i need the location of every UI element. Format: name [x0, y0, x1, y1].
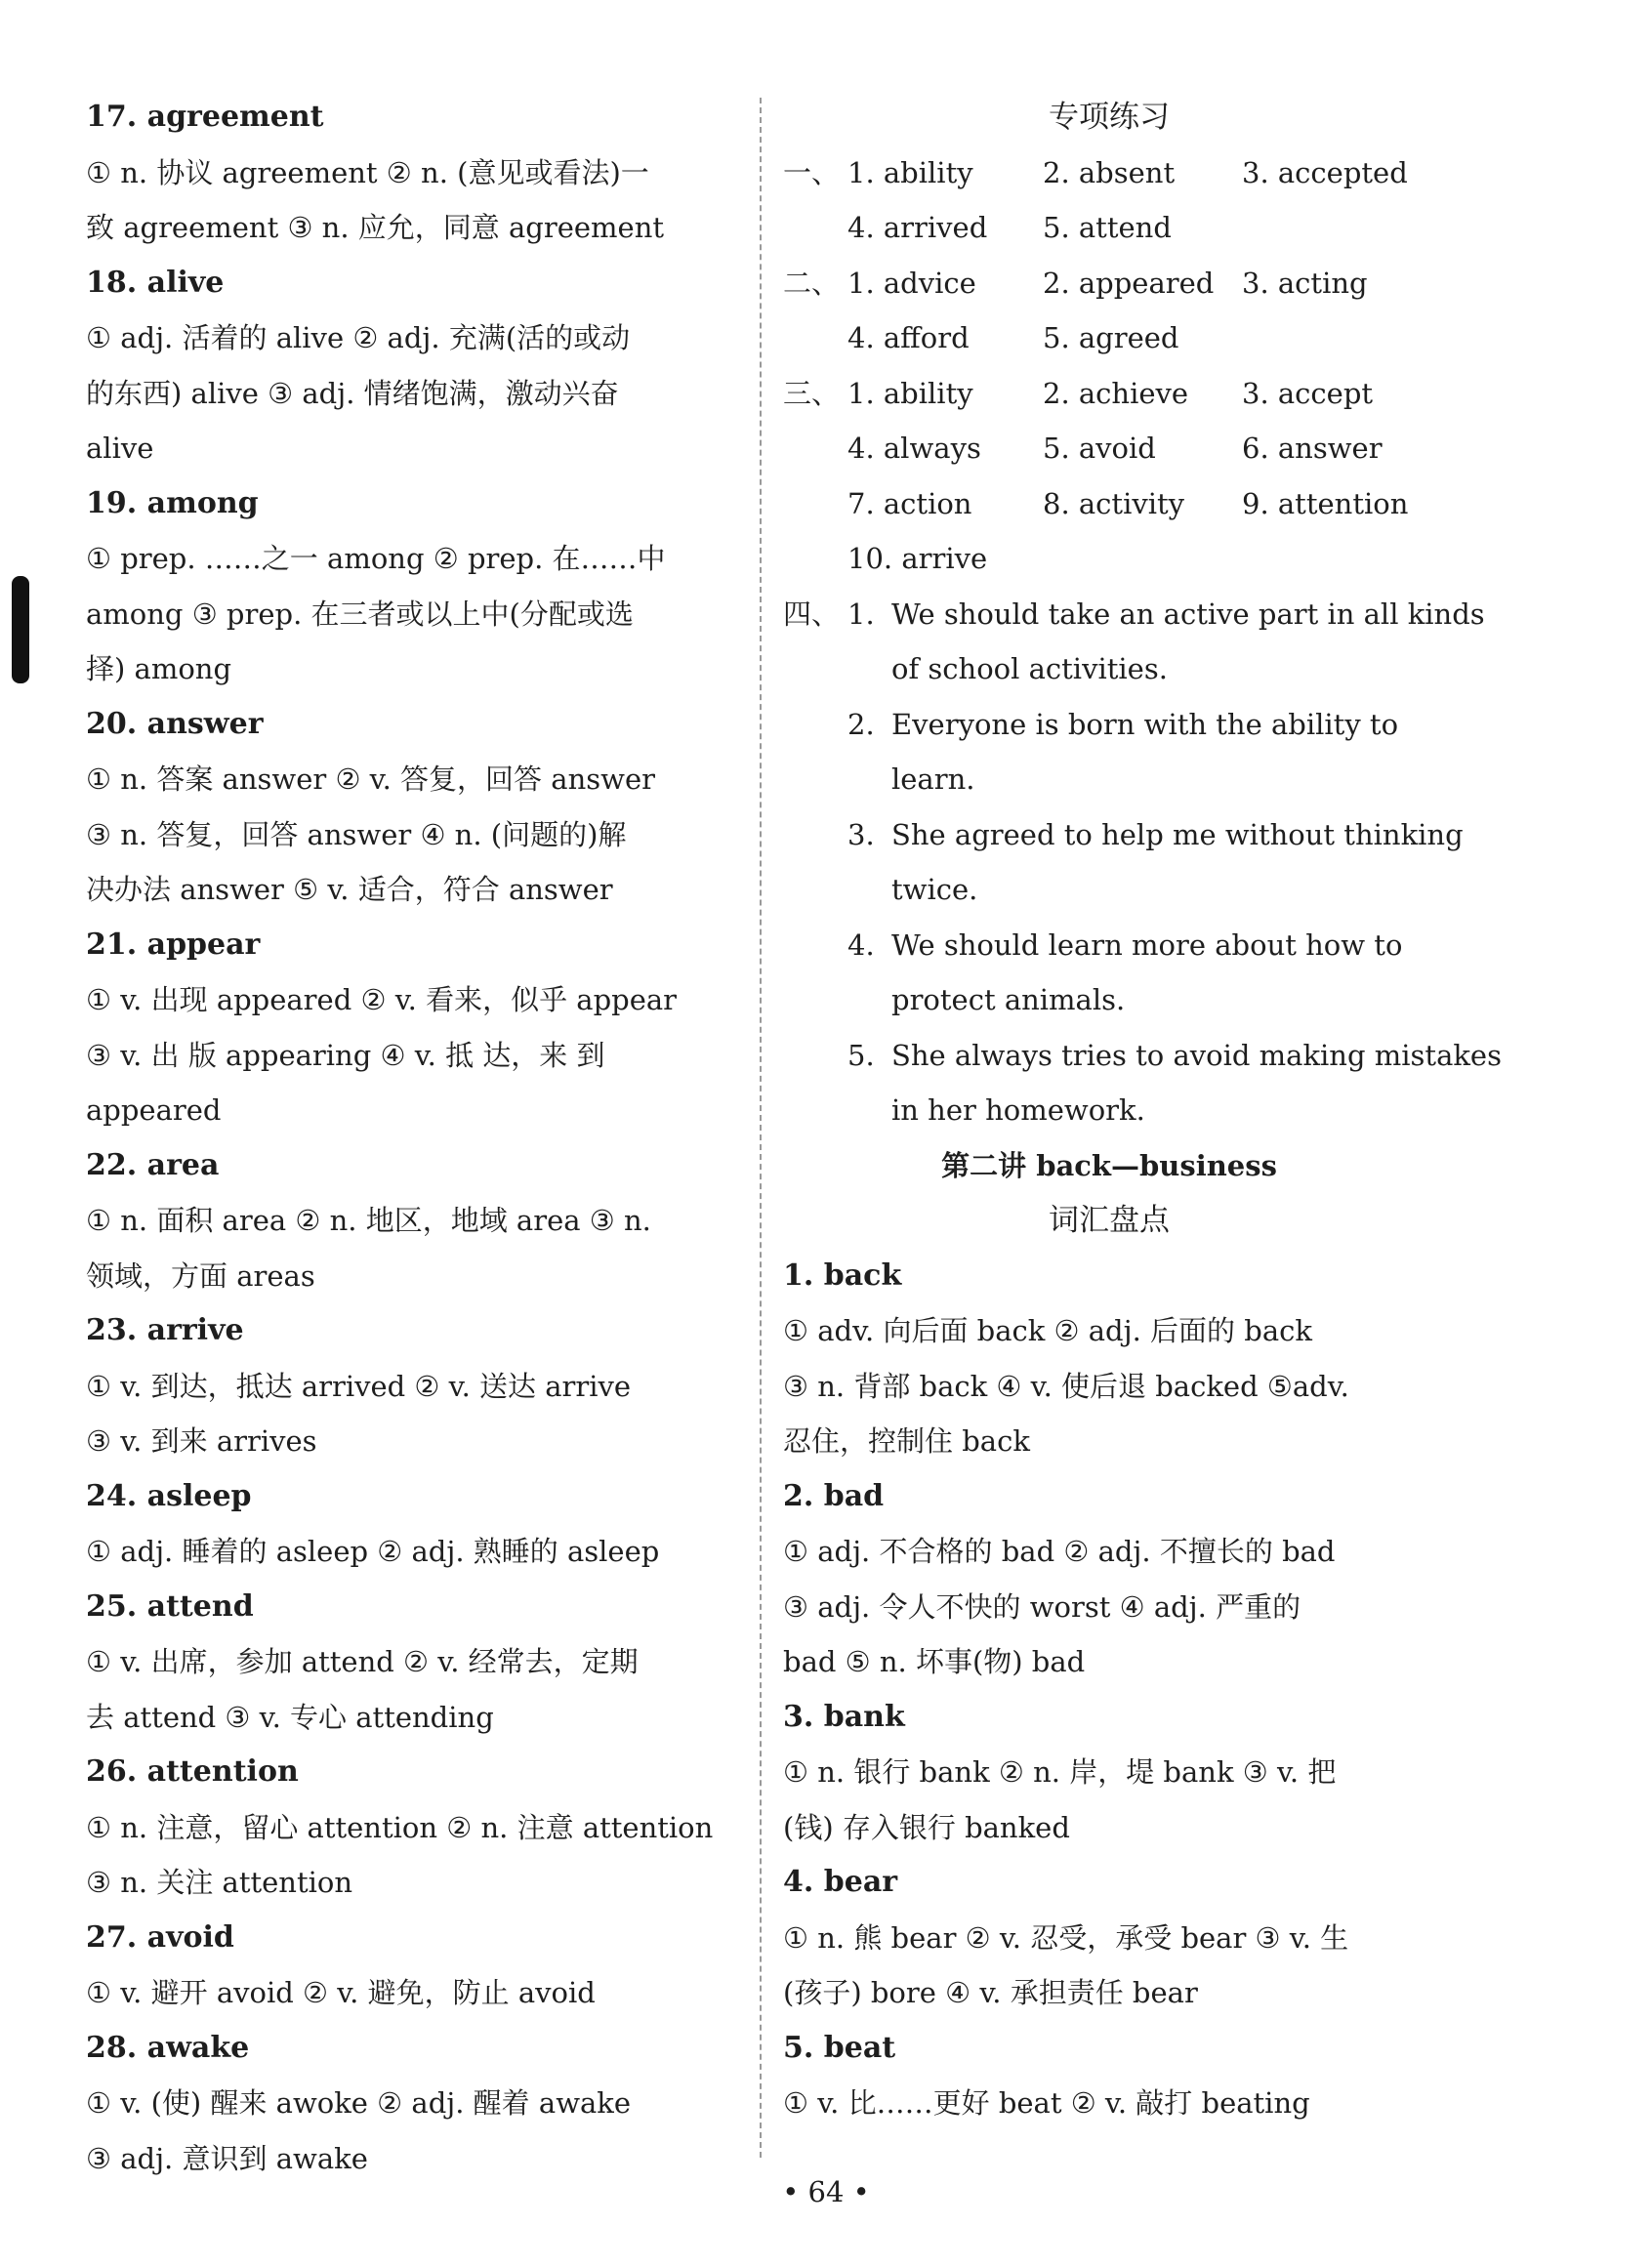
entry-definition-line: 去 attend ③ v. 专心 attending — [86, 1700, 494, 1734]
entry-definition-line: ① v. 比……更好 beat ② v. 敲打 beating — [783, 2086, 1310, 2120]
entry-definition-line: ① n. 熊 bear ② v. 忍受，承受 bear ③ v. 生 — [783, 1920, 1349, 1955]
vocab-entries — [783, 1249, 1435, 2131]
practice-title: 专项练习 — [1049, 100, 1170, 135]
answer-item: 3. accepted — [1242, 155, 1408, 189]
answer-item: 2. appeared — [1043, 266, 1215, 300]
entry-definition-line: (钱) 存入银行 banked — [783, 1810, 1070, 1844]
section-label: 四、 — [783, 597, 841, 631]
entry-heading: 23. arrive — [86, 1313, 244, 1347]
answer-item: 1. ability — [847, 155, 973, 189]
entry-definition-line: 决办法 answer ⑤ v. 适合，符合 answer — [86, 873, 613, 906]
entry-definition-line: ③ adj. 令人不快的 worst ④ adj. 严重的 — [783, 1589, 1301, 1624]
entry-heading: 4. bear — [783, 1865, 898, 1899]
entry-definition-line: ③ v. 出 版 appearing ④ v. 抵 达，来 到 — [86, 1038, 605, 1072]
answer-row — [783, 476, 1435, 532]
answer-item: 5. attend — [1043, 211, 1172, 244]
entry-definition-line: 领域，方面 areas — [86, 1258, 315, 1293]
entry-definition-line: appeared — [86, 1093, 222, 1127]
answer-item: 2. achieve — [1043, 376, 1189, 410]
entry-definition-line: ① adj. 睡着的 asleep ② adj. 熟睡的 asleep — [86, 1535, 660, 1568]
entry-heading: 18. alive — [86, 265, 225, 300]
sentence-number: 4. — [847, 927, 875, 962]
answer-item: 4. always — [847, 432, 981, 465]
entry-definition-line: ③ n. 答复，回答 answer ④ n. (问题的)解 — [86, 817, 627, 851]
sentence-line — [783, 807, 1464, 863]
sentence-text: We should take an active part in all kinds — [891, 597, 1485, 631]
answer-row — [783, 200, 1435, 256]
entry-heading: 20. answer — [86, 706, 264, 741]
answer-row — [783, 421, 1435, 476]
answer-row — [783, 145, 1435, 201]
entry-heading: 28. awake — [86, 2030, 250, 2065]
sentence-line — [783, 862, 1435, 918]
section-label: 三、 — [783, 376, 841, 410]
left-column — [86, 90, 738, 2186]
entry-heading: 21. appear — [86, 927, 261, 962]
answer-row — [783, 531, 1435, 587]
sentence-line — [783, 697, 1435, 753]
lecture-subtitle: 词汇盘点 — [1049, 1203, 1170, 1238]
sentence-line — [783, 752, 1435, 807]
sentence-text: She agreed to help me without thinking — [891, 817, 1464, 851]
entry-definition-line: ③ n. 背部 back ④ v. 使后退 backed ⑤adv. — [783, 1369, 1349, 1403]
entry-definition-line: ① adj. 不合格的 bad ② adj. 不擅长的 bad — [783, 1535, 1336, 1568]
entry-definition-line: 的东西) alive ③ adj. 情绪饱满，激动兴奋 — [86, 376, 619, 410]
sentence-text: Everyone is born with the ability to — [891, 707, 1399, 741]
practice-answers — [783, 145, 1435, 587]
entry-heading: 24. asleep — [86, 1478, 252, 1513]
answer-item: 7. action — [847, 486, 972, 520]
entry-heading: 3. bank — [783, 1699, 905, 1734]
entry-definition-line: alive — [86, 432, 154, 465]
entry-definition-line: bad ⑤ n. 坏事(物) bad — [783, 1645, 1086, 1678]
entry-definition-line: ① v. (使) 醒来 awoke ② adj. 醒着 awake — [86, 2086, 632, 2120]
answer-row — [783, 366, 1435, 422]
page-number: • 64 • — [782, 2175, 870, 2208]
lecture-title: 第二讲 back—business — [941, 1148, 1277, 1182]
entry-definition-line: 致 agreement ③ n. 应允，同意 agreement — [86, 211, 665, 244]
entry-heading: 2. bad — [783, 1478, 885, 1513]
answer-item: 3. accept — [1242, 376, 1374, 410]
entry-definition-line: ③ v. 到来 arrives — [86, 1424, 317, 1458]
answer-item: 5. avoid — [1043, 432, 1156, 465]
answer-item: 1. advice — [847, 266, 976, 300]
entry-definition-line: 忍住，控制住 back — [783, 1424, 1030, 1458]
answer-item: 4. afford — [847, 321, 970, 354]
sentence-number: 2. — [847, 707, 875, 741]
answer-item: 6. answer — [1242, 432, 1383, 465]
entry-definition-line: ① n. 注意，留心 attention ② n. 注意 attention — [86, 1810, 714, 1844]
entry-definition-line: ① v. 到达，抵达 arrived ② v. 送达 arrive — [86, 1369, 632, 1403]
sentence-number: 5. — [847, 1038, 875, 1072]
sentence-number: 3. — [847, 817, 875, 851]
entry-definition-line: ① v. 避开 avoid ② v. 避免，防止 avoid — [86, 1976, 596, 2009]
sentence-text: We should learn more about how to — [891, 927, 1403, 962]
sentence-line — [783, 972, 1435, 1028]
entry-definition-line: ① v. 出席，参加 attend ② v. 经常去，定期 — [86, 1645, 639, 1678]
answer-item: 2. absent — [1043, 155, 1176, 189]
sentence-text: twice. — [891, 873, 978, 906]
entry-definition-line: ① n. 面积 area ② n. 地区，地域 area ③ n. — [86, 1204, 651, 1237]
entry-definition-line: ① adv. 向后面 back ② adj. 后面的 back — [783, 1314, 1312, 1347]
right-column — [783, 90, 1502, 2131]
entry-heading: 17. agreement — [86, 100, 324, 134]
sentence-line — [783, 641, 1435, 697]
entry-heading: 1. back — [783, 1257, 902, 1293]
entry-definition-line: ① prep. ……之一 among ② prep. 在……中 — [86, 542, 666, 575]
answer-item: 3. acting — [1242, 266, 1368, 300]
sentence-line — [783, 1028, 1502, 1084]
entry-heading: 19. among — [86, 485, 259, 520]
entry-definition-line: ① v. 出现 appeared ② v. 看来，似乎 appear — [86, 983, 678, 1016]
entry-definition-line: ① n. 答案 answer ② v. 答复，回答 answer — [86, 763, 655, 796]
sentence-text: in her homework. — [891, 1093, 1145, 1127]
answer-item: 4. arrived — [847, 211, 988, 244]
sentence-line — [783, 587, 1485, 642]
sentence-text: of school activities. — [891, 652, 1168, 685]
entry-heading: 25. attend — [86, 1588, 254, 1624]
sentence-number: 1. — [847, 597, 875, 631]
answer-row — [783, 310, 1435, 366]
entry-definition-line: ③ n. 关注 attention — [86, 1866, 353, 1899]
answer-row — [783, 256, 1435, 311]
entry-definition-line: among ③ prep. 在三者或以上中(分配或选 — [86, 597, 634, 631]
section-label: 二、 — [783, 266, 841, 300]
entry-definition-line: 择) among — [86, 652, 232, 685]
answer-item: 10. arrive — [847, 542, 988, 575]
answer-item: 5. agreed — [1043, 321, 1179, 354]
sentence-text: protect animals. — [891, 983, 1126, 1016]
sentence-line — [783, 918, 1435, 973]
entry-heading: 5. beat — [783, 2030, 896, 2065]
answer-item: 9. attention — [1242, 486, 1409, 520]
entry-definition-line: ③ adj. 意识到 awake — [86, 2141, 368, 2175]
entry-heading: 27. avoid — [86, 1919, 234, 1955]
section-label: 一、 — [783, 155, 841, 189]
entry-definition-line: ① n. 银行 bank ② n. 岸，堤 bank ③ v. 把 — [783, 1755, 1337, 1789]
translation-answers — [783, 587, 1502, 1138]
entry-definition-line: (孩子) bore ④ v. 承担责任 bear — [783, 1976, 1198, 2009]
entry-heading: 26. attention — [86, 1754, 299, 1789]
sentence-text: She always tries to avoid making mistakes — [891, 1038, 1502, 1072]
entry-heading: 22. area — [86, 1147, 220, 1182]
scan-mark — [12, 576, 29, 683]
answer-item: 1. ability — [847, 376, 973, 410]
entry-definition-line: ① n. 协议 agreement ② n. (意见或看法)一 — [86, 155, 649, 189]
entry-definition-line: ① adj. 活着的 alive ② adj. 充满(活的或动 — [86, 321, 631, 354]
column-divider — [760, 98, 762, 2158]
sentence-text: learn. — [891, 763, 975, 796]
sentence-line — [783, 1083, 1435, 1138]
answer-item: 8. activity — [1043, 486, 1185, 520]
